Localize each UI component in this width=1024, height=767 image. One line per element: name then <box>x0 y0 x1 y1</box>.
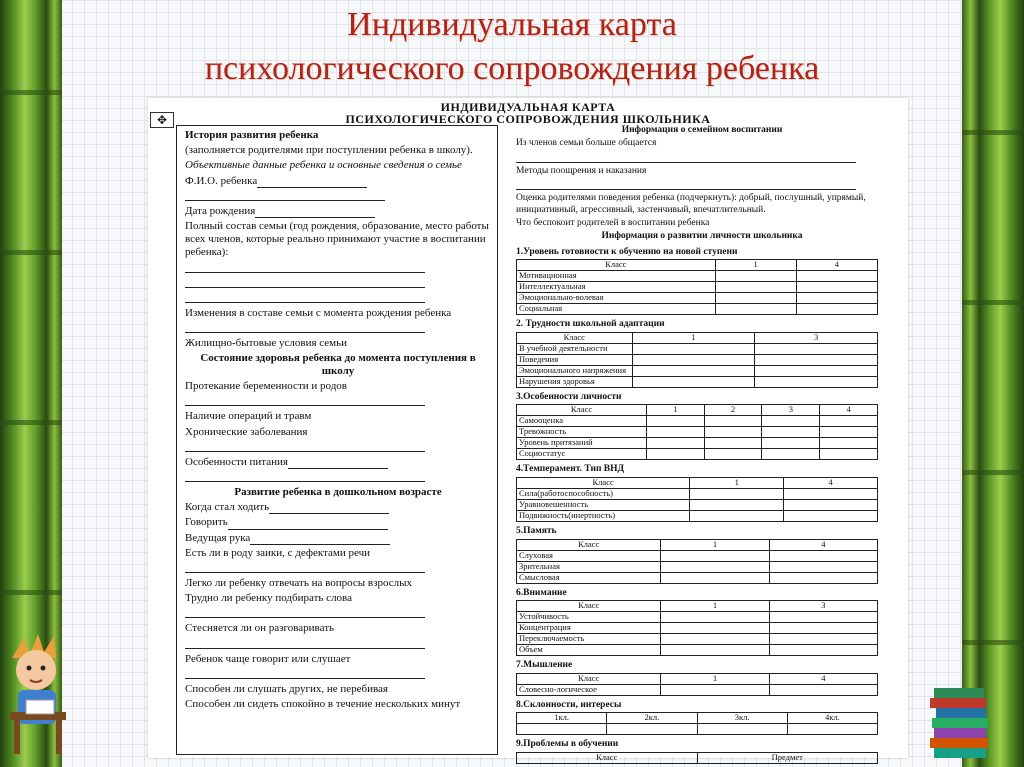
pregnancy-label: Протекание беременности и родов <box>185 380 347 393</box>
s8-head: 2кл. <box>607 713 697 724</box>
s8-title: 8.Склонности, интересы <box>516 699 622 710</box>
listen-label: Способен ли слушать других, не перебивая <box>185 682 388 695</box>
s2-row: В учебной деятельности <box>517 343 633 354</box>
s9-table <box>516 752 878 764</box>
words-label: Трудно ли ребенку подбирать слова <box>185 592 352 605</box>
s3-head: 2 <box>704 405 762 416</box>
walk-label: Когда стал ходить <box>185 501 270 514</box>
s6-table <box>516 600 878 656</box>
s2-title: 2. Трудности школьной адаптации <box>516 319 665 330</box>
s4-head: 1 <box>690 478 784 489</box>
s6-head: 3 <box>769 601 877 612</box>
s7-head: 4 <box>769 673 877 684</box>
s2-head: Класс <box>517 332 633 343</box>
s3-table <box>516 404 878 460</box>
s7-table <box>516 673 878 696</box>
s6-row: Объем <box>517 645 661 656</box>
talk-label: Говорить <box>185 516 228 529</box>
s6-row: Концентрация <box>517 623 661 634</box>
s6-head: 1 <box>661 601 769 612</box>
s5-head: 4 <box>769 539 877 550</box>
s7-head: 1 <box>661 673 769 684</box>
rewards: Методы поощрения и наказания <box>516 165 647 176</box>
s7-head: Класс <box>517 673 661 684</box>
parent-eval: Оценка родителями поведения ребенка (подчеркнуть): добрый, послушный, упрямый, инициативный, агрессивный, застенчивый, впечатлительный. <box>516 193 866 215</box>
health-title: Состояние здоровья ребенка до момента поступления в школу <box>200 351 476 378</box>
s4-head: 4 <box>784 478 878 489</box>
nutrition-label: Особенности питания <box>185 455 288 468</box>
s5-row: Смысловая <box>517 572 661 583</box>
slide-title-line2: психологического сопровождения ребенка <box>204 50 820 87</box>
s2-head: 3 <box>755 332 878 343</box>
s6-row: Устойчивость <box>517 612 661 623</box>
hand-label: Ведущая рука <box>185 531 251 544</box>
dev-info-title: Информация о развитии личности школьника <box>601 231 803 242</box>
s1-row: Мотивационная <box>517 271 716 282</box>
doc-title-line1: ИНДИВИДУАЛЬНАЯ КАРТА <box>440 100 616 114</box>
doc-title-line2: ПСИХОЛОГИЧЕСКОГО СОПРОВОЖДЕНИЯ ШКОЛЬНИКА <box>345 112 711 126</box>
s7-title: 7.Мышление <box>516 660 573 671</box>
s3-row: Тревожность <box>517 427 647 438</box>
s2-table <box>516 332 878 388</box>
s3-head: 4 <box>820 405 878 416</box>
s4-row: Уравновешенность <box>517 500 690 511</box>
housing-label: Жилищно-бытовые условия семьи <box>185 336 348 349</box>
right-column <box>516 125 888 762</box>
preschool-title: Развитие ребенка в дошкольном возрасте <box>234 486 442 498</box>
s8-head: 4кл. <box>787 713 877 724</box>
s8-table <box>516 712 878 735</box>
s2-head: 1 <box>632 332 755 343</box>
s3-head: 3 <box>762 405 820 416</box>
s1-row: Эмоционально-волевая <box>517 293 716 304</box>
move-handle-icon[interactable]: ✥ <box>150 112 174 128</box>
s1-head: Класс <box>517 260 716 271</box>
s1-row: Социальная <box>517 304 716 315</box>
shy-label: Стесняется ли он разговаривать <box>185 622 335 635</box>
s2-row: Поведения <box>517 354 633 365</box>
family-info-title: Информация о семейном воспитании <box>621 125 783 135</box>
speaks-more-label: Ребенок чаще говорит или слушает <box>185 652 351 665</box>
s3-row: Уровень притязаний <box>517 438 647 449</box>
s1-row: Интеллектуальная <box>517 282 716 293</box>
s6-head: Класс <box>517 601 661 612</box>
s9-head: Класс <box>517 752 698 763</box>
s1-table <box>516 259 878 315</box>
family-who: Из членов семьи больше общается <box>516 138 657 149</box>
s1-title: 1.Уровень готовности к обучению на новой ступени <box>516 246 738 257</box>
s1-head: 1 <box>715 260 796 271</box>
s4-head: Класс <box>517 478 690 489</box>
s5-table <box>516 539 878 584</box>
s5-row: Слуховая <box>517 550 661 561</box>
family-changes-label: Изменения в составе семьи с момента рождения ребенка <box>185 306 452 319</box>
fio-label: Ф.И.О. ребенка <box>185 174 258 187</box>
s5-row: Зрительная <box>517 561 661 572</box>
history-sub: (заполняется родителями при поступлении ребенка в школу). <box>185 144 473 157</box>
family-label: Полный состав семьи (год рождения, образование, место работы всех членов, которые реально принимают участие в воспитании ребенка): <box>185 219 489 259</box>
slide-title-line1: Индивидуальная карта <box>347 6 677 43</box>
s5-title: 5.Память <box>516 526 557 537</box>
bamboo-right <box>962 0 1024 767</box>
s3-title: 3.Особенности личности <box>516 391 622 402</box>
left-column <box>176 125 498 755</box>
s6-row: Переключаемость <box>517 634 661 645</box>
s6-title: 6.Внимание <box>516 587 567 598</box>
s5-head: Класс <box>517 539 661 550</box>
history-title: История развития ребенка <box>185 129 319 141</box>
s3-head: Класс <box>517 405 647 416</box>
s9-title: 9.Проблемы в обучении <box>516 739 619 750</box>
s8-head: 3кл. <box>697 713 787 724</box>
objective-data: Объективные данные ребенка и основные сведения о семье <box>185 159 462 172</box>
s9-head: Предмет <box>697 752 878 763</box>
s2-row: Эмоционального напряжения <box>517 365 633 376</box>
chronic-label: Хронические заболевания <box>185 425 308 438</box>
s4-title: 4.Темперамент. Тип ВНД <box>516 464 625 475</box>
sit-label: Способен ли сидеть спокойно в течение нескольких минут <box>185 697 461 710</box>
s1-head: 4 <box>796 260 877 271</box>
stutter-label: Есть ли в роду заики, с дефектами речи <box>185 546 371 559</box>
document-image <box>148 98 908 762</box>
books-stack-icon <box>928 680 992 760</box>
s4-row: Подвижность(инертность) <box>517 511 690 522</box>
s5-head: 1 <box>661 539 769 550</box>
s3-row: Социостатус <box>517 449 647 460</box>
s7-row: Словесно-логическое <box>517 684 661 695</box>
s2-row: Нарушения здоровья <box>517 376 633 387</box>
birthdate-label: Дата рождения <box>185 204 256 217</box>
s3-head: 1 <box>646 405 704 416</box>
s3-row: Самооценка <box>517 416 647 427</box>
worries: Что беспокоит родителей в воспитании ребенка <box>516 217 710 228</box>
kid-reading-icon <box>4 628 74 758</box>
s4-table <box>516 477 878 522</box>
operations-label: Наличие операций и травм <box>185 410 312 423</box>
answers-label: Легко ли ребенку отвечать на вопросы взрослых <box>185 576 412 589</box>
s4-row: Сила(работоспособность) <box>517 489 690 500</box>
s8-head: 1кл. <box>517 713 607 724</box>
